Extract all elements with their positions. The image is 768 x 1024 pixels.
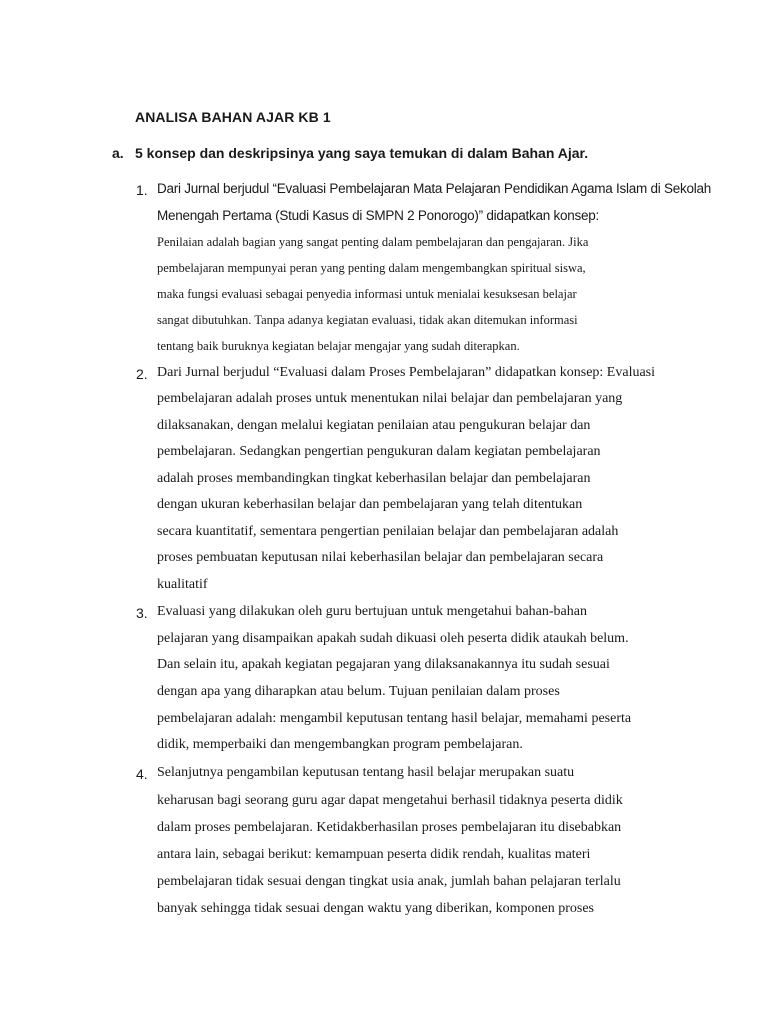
list-item-text: pembelajaran adalah proses untuk menentukan nilai belajar dan pembelajaran yang xyxy=(157,391,623,406)
list-item-text: dengan ukuran keberhasilan belajar dan pembelajaran yang telah ditentukan xyxy=(157,497,583,512)
list-item-text: sangat dibutuhkan. Tanpa adanya kegiatan evaluasi, tidak akan ditemukan informasi xyxy=(157,313,578,327)
section-marker: a. xyxy=(112,145,124,161)
list-item-text: secara kuantitatif, sementara pengertian penilaian belajar dan pembelajaran adalah xyxy=(157,524,619,539)
list-item-text: banyak sehingga tidak sesuai dengan waktu yang diberikan, komponen proses xyxy=(157,901,595,916)
list-item-text: pembelajaran adalah: mengambil keputusan tentang hasil belajar, memahami peserta xyxy=(157,711,632,726)
list-item-number: 4. xyxy=(136,766,148,782)
list-item-text: pembelajaran. Sedangkan pengertian pengukuran dalam kegiatan pembelajaran xyxy=(157,444,601,459)
list-item-text: Evaluasi yang dilakukan oleh guru bertujuan untuk mengetahui bahan-bahan xyxy=(157,604,587,619)
list-item-text: Menengah Pertama (Studi Kasus di SMPN 2 Ponorogo)” didapatkan konsep: xyxy=(157,208,600,223)
section-heading: 5 konsep dan deskripsinya yang saya temukan di dalam Bahan Ajar. xyxy=(135,145,589,161)
list-item-text: dilaksanakan, dengan melalui kegiatan penilaian atau pengukuran belajar dan xyxy=(157,418,591,433)
list-item-number: 3. xyxy=(136,605,148,621)
list-item-number: 2. xyxy=(136,366,148,382)
list-item-text: kualitatif xyxy=(157,577,208,592)
list-item-text: keharusan bagi seorang guru agar dapat mengetahui berhasil tidaknya peserta didik xyxy=(157,793,623,808)
list-item-text: Penilaian adalah bagian yang sangat penting dalam pembelajaran dan pengajaran. Jika xyxy=(157,235,589,249)
document-title: ANALISA BAHAN AJAR KB 1 xyxy=(135,109,331,125)
list-item-text: pembelajaran tidak sesuai dengan tingkat usia anak, jumlah bahan pelajaran terlalu xyxy=(157,874,621,889)
list-item-text: adalah proses membandingkan tingkat keberhasilan belajar dan pembelajaran xyxy=(157,471,591,486)
list-item-text: proses pembuatan keputusan nilai keberhasilan belajar dan pembelajaran secara xyxy=(157,550,604,565)
list-item-text: dengan apa yang diharapkan atau belum. Tujuan penilaian dalam proses xyxy=(157,684,560,699)
list-item-text: Dan selain itu, apakah kegiatan pegajaran yang dilaksanakannya itu sudah sesuai xyxy=(157,657,610,672)
list-item-text: Dari Jurnal berjudul “Evaluasi Pembelajaran Mata Pelajaran Pendidikan Agama Islam di Sekolah xyxy=(157,181,712,196)
list-item-text: pelajaran yang disampaikan apakah sudah dikuasi oleh peserta didik ataukah belum. xyxy=(157,631,629,646)
list-item-text: maka fungsi evaluasi sebagai penyedia informasi untuk menialai kesuksesan belajar xyxy=(157,287,577,301)
list-item-text: Dari Jurnal berjudul “Evaluasi dalam Proses Pembelajaran” didapatkan konsep: Evaluasi xyxy=(157,365,656,380)
list-item-text: pembelajaran mempunyai peran yang penting dalam mengembangkan spiritual siswa, xyxy=(157,261,586,275)
list-item-text: antara lain, sebagai berikut: kemampuan peserta didik rendah, kualitas materi xyxy=(157,847,591,862)
list-item-number: 1. xyxy=(136,182,148,198)
list-item-text: tentang baik buruknya kegiatan belajar mengajar yang sudah diterapkan. xyxy=(157,339,520,353)
list-item-text: didik, memperbaiki dan mengembangkan program pembelajaran. xyxy=(157,737,523,752)
list-item-text: dalam proses pembelajaran. Ketidakberhasilan proses pembelajaran itu disebabkan xyxy=(157,820,622,835)
list-item-text: Selanjutnya pengambilan keputusan tentang hasil belajar merupakan suatu xyxy=(157,765,575,780)
